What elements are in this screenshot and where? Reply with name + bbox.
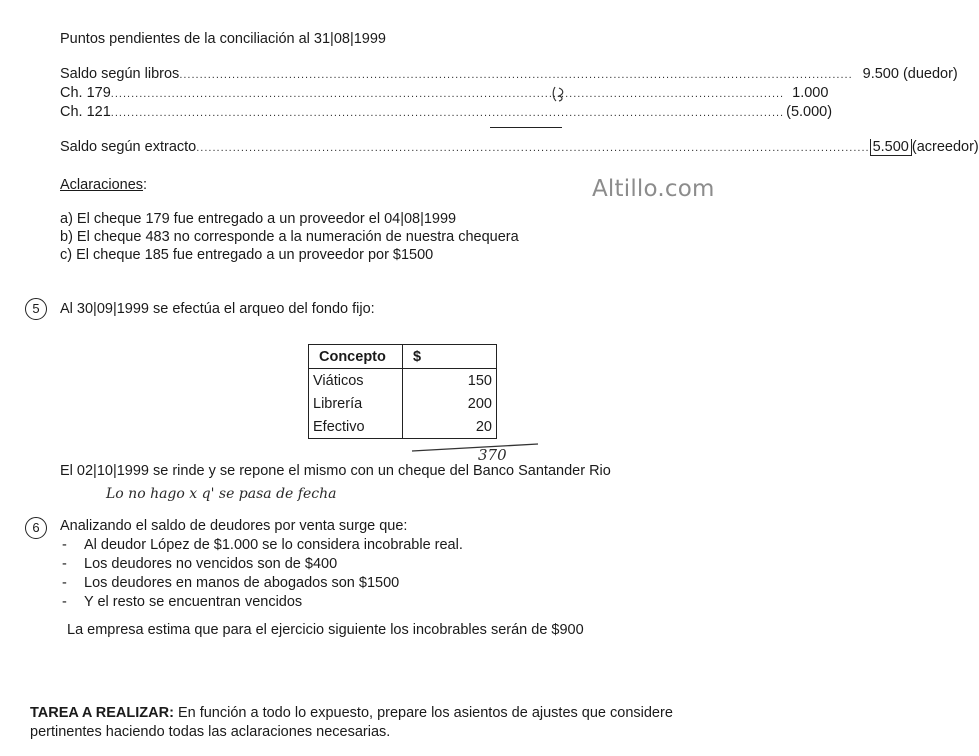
list-item: Los deudores no vencidos son de $400 <box>84 556 338 572</box>
conciliation-row <box>60 66 958 82</box>
watermark: Altillo.com <box>592 176 715 202</box>
cell-concepto: Viáticos <box>309 369 403 393</box>
task-line-2: pertinentes haciendo todas las aclaraciones necesarias. <box>30 724 391 740</box>
list-item: b) El cheque 483 no corresponde a la numeración de nuestra chequera <box>60 229 519 245</box>
aclaraciones-heading: Aclaraciones: <box>60 177 148 193</box>
point-number-badge: 6 <box>25 517 47 539</box>
leader-dots: ...................................................................................................................................................................... <box>196 142 870 154</box>
task-line-1 <box>30 705 673 721</box>
list-item: c) El cheque 185 fue entregado a un proveedor por $1500 <box>60 247 434 263</box>
cell-valor: 20 <box>403 415 497 439</box>
list-dash: - <box>62 594 67 610</box>
sum-line <box>490 127 562 128</box>
list-dash: - <box>62 556 67 572</box>
point6-text: Analizando el saldo de deudores por venta surge que: <box>60 518 408 534</box>
handwritten-underline-icon <box>410 442 540 454</box>
row-value: 1.000 <box>792 85 829 101</box>
column-header-concepto: Concepto <box>309 345 403 369</box>
task-text: En función a todo lo expuesto, prepare los asientos de ajustes que considere <box>173 705 673 721</box>
conciliation-row <box>60 104 833 120</box>
task-label: TAREA A REALIZAR: <box>30 705 174 721</box>
point5-text: Al 30|09|1999 se efectúa el arqueo del fondo fijo: <box>60 301 375 317</box>
page-title: Puntos pendientes de la conciliación al 31|08|1999 <box>60 31 386 47</box>
list-item: a) El cheque 179 fue entregado a un proveedor el 04|08|1999 <box>60 211 457 227</box>
conciliation-row <box>60 85 829 101</box>
total-value: 5.500 <box>870 139 912 156</box>
column-header-valor: $ <box>403 345 497 369</box>
aclaraciones-heading-text: Aclaraciones <box>60 177 144 193</box>
cell-concepto: Efectivo <box>309 415 403 439</box>
table-row <box>309 369 497 393</box>
list-item: Los deudores en manos de abogados son $1500 <box>84 575 400 591</box>
table-row <box>309 415 497 439</box>
total-suffix: (acreedor) <box>911 139 979 155</box>
handwritten-total: 370 <box>478 446 507 464</box>
leader-dots: ...................................................................................................................................................................... <box>179 69 853 81</box>
fondo-fijo-table <box>308 344 497 439</box>
point5-after-text: El 02|10|1999 se rinde y se repone el mismo con un cheque del Banco Santander Rio <box>60 463 611 479</box>
handwritten-note: Lo no hago x q' se pasa de fecha <box>106 486 337 502</box>
point-number-badge: 5 <box>25 298 47 320</box>
leader-dots: ...................................................................................................................................................................... <box>110 107 785 119</box>
point6-estimate: La empresa estima que para el ejercicio siguiente los incobrables serán de $900 <box>67 622 584 638</box>
row-label: Ch. 179 <box>60 85 111 101</box>
table-header-row <box>309 345 497 369</box>
row-label: Saldo según libros <box>60 66 180 82</box>
cell-concepto: Librería <box>309 392 403 415</box>
row-label: Ch. 121 <box>60 104 111 120</box>
list-item: Y el resto se encuentran vencidos <box>84 594 303 610</box>
cell-valor: 200 <box>403 392 497 415</box>
leader-dots: ...................................................................................................................................................................... <box>110 88 785 100</box>
total-label: Saldo según extracto <box>60 139 197 155</box>
list-dash: - <box>62 537 67 553</box>
list-dash: - <box>62 575 67 591</box>
cell-valor: 150 <box>403 369 497 393</box>
list-item: Al deudor López de $1.000 se lo considera incobrable real. <box>84 537 463 553</box>
row-value: 9.500 (duedor) <box>862 66 958 82</box>
table-row <box>309 392 497 415</box>
row-value: (5.000) <box>786 104 833 120</box>
conciliation-total-row <box>60 139 979 156</box>
handwritten-mark-icon <box>550 84 568 104</box>
